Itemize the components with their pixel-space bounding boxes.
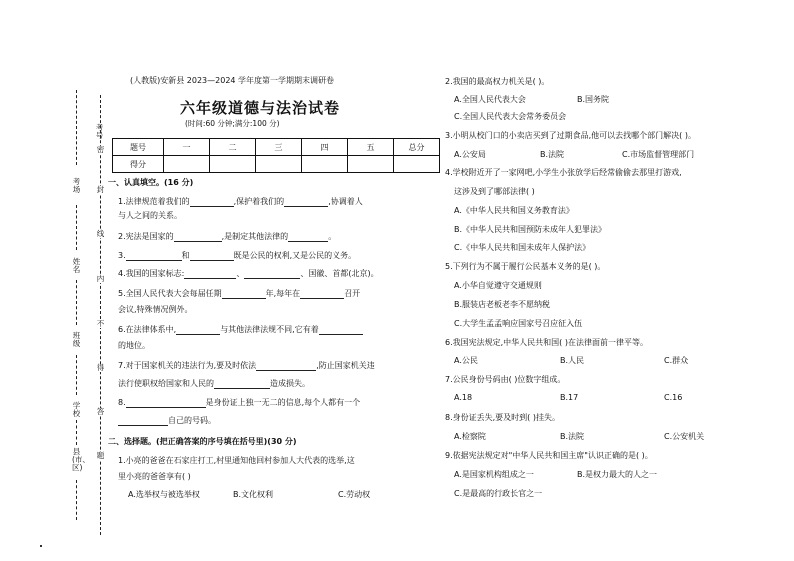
answer-blank[interactable]	[184, 278, 236, 279]
option-b[interactable]: B.人民	[560, 356, 585, 365]
score-cell: 总分	[394, 139, 440, 156]
option-c[interactable]: C.16	[664, 393, 683, 402]
seal-char: 封	[96, 185, 105, 194]
score-cell: 得分	[113, 156, 164, 173]
option-c[interactable]: C.《中华人民共和国未成年人保护法》	[454, 243, 591, 252]
option-b[interactable]: B.法院	[540, 150, 565, 159]
s1-q8-line2: 自己的号码。	[118, 416, 216, 426]
q4-stem-line2: 这涉及到了哪部法律( )	[454, 187, 535, 196]
q2-stem: 2.我国的最高权力机关是( )。	[445, 77, 550, 86]
option-b[interactable]: B.《中华人民共和国预防未成年人犯罪法》	[454, 225, 607, 234]
score-cell: 题号	[113, 139, 164, 156]
option-c[interactable]: C.群众	[664, 356, 689, 365]
fill-line-county	[76, 480, 77, 520]
option-a[interactable]: A.检察院	[454, 432, 486, 441]
q6-stem: 6.我国宪法规定,中华人民共和国( )在法律面前一律平等。	[445, 338, 648, 347]
seal-char: 不	[96, 319, 105, 328]
s1-q7-line2: 法行使职权给国家和人民的 造成损失。	[118, 379, 310, 388]
answer-blank[interactable]	[256, 370, 316, 371]
seal-char: 密	[96, 145, 105, 154]
seal-char: 答	[96, 407, 105, 416]
seal-char: 得	[96, 363, 105, 372]
s1-q4: 4.我国的国家标志: 、 、国徽、首都(北京)。	[118, 269, 379, 278]
label-school: 学校	[72, 401, 81, 418]
q7-stem: 7.公民身份号码由( )位数字组成。	[445, 375, 566, 384]
score-cell: 一	[164, 139, 210, 156]
score-cell: 五	[348, 139, 394, 156]
answer-blank[interactable]	[190, 260, 234, 261]
answer-blank[interactable]	[174, 241, 222, 242]
option-c[interactable]: C.市场监督管理部门	[622, 150, 695, 159]
score-input-cell[interactable]	[302, 156, 348, 173]
score-table	[112, 138, 440, 173]
option-b[interactable]: B.是权力最大的人之一	[577, 470, 658, 479]
label-exam-room: 考场	[72, 177, 81, 194]
answer-blank[interactable]	[300, 298, 344, 299]
label-name: 姓名	[72, 257, 81, 274]
score-table-score-row	[113, 156, 440, 173]
s1-q6-line1: 6.在法律体系中, 与其他法律法规不同,它有着	[118, 325, 363, 335]
option-b[interactable]: B.法院	[560, 432, 585, 441]
section2-heading: 二、选择题。(把正确答案的序号填在括号里)(30 分)	[108, 437, 297, 446]
score-cell: 三	[256, 139, 302, 156]
answer-blank[interactable]	[190, 206, 234, 207]
s1-q7-line1: 7.对于国家机关的违法行为,要及时依法 ,防止国家机关违	[118, 361, 375, 370]
fill-line-exam-room	[76, 205, 77, 250]
s1-q3: 3. 和 既是公民的权利,又是公民的义务。	[118, 251, 357, 260]
option-c[interactable]: C.全国人民代表大会常务委员会	[454, 112, 567, 121]
seal-line	[100, 95, 101, 535]
option-a[interactable]: A.选举权与被选举权	[128, 490, 200, 499]
option-a[interactable]: A.公安局	[454, 150, 486, 159]
s1-q1-line1: 1.法律规范着我们的 ,保护着我们的 ,协调着人	[118, 197, 363, 206]
answer-blank[interactable]	[126, 260, 182, 261]
answer-blank[interactable]	[222, 298, 266, 299]
answer-blank[interactable]	[244, 278, 300, 279]
score-input-cell[interactable]	[394, 156, 440, 173]
answer-blank[interactable]	[284, 206, 328, 207]
q8-stem: 8.身份证丢失,要及时到( )挂失。	[445, 413, 560, 422]
seal-char: 线	[96, 229, 105, 238]
option-a[interactable]: A.《中华人民共和国义务教育法》	[454, 206, 574, 215]
label-exam-number: 考号	[95, 123, 104, 140]
q3-stem: 3.小明从校门口的小卖店买到了过期食品,他可以去找哪个部门解决( )。	[445, 131, 696, 140]
option-c[interactable]: C.劳动权	[338, 490, 371, 499]
option-a[interactable]: A.小华自觉遵守交通规则	[454, 281, 542, 290]
q5-stem: 5.下列行为不属于履行公民基本义务的是( )。	[445, 262, 606, 271]
score-input-cell[interactable]	[256, 156, 302, 173]
s1-q1-line2: 与人之间的关系。	[118, 211, 182, 220]
label-county: 县(市、区)	[72, 447, 90, 472]
option-b[interactable]: B.17	[560, 393, 579, 402]
label-class: 班级	[72, 331, 81, 348]
option-b[interactable]: B.国务院	[577, 95, 610, 104]
answer-blank[interactable]	[176, 334, 220, 335]
option-c[interactable]: C.是最高的行政长官之一	[454, 489, 543, 498]
scan-speck	[40, 545, 42, 547]
seal-char: 题	[96, 451, 105, 460]
answer-blank[interactable]	[214, 388, 270, 389]
option-a[interactable]: A.公民	[454, 356, 478, 365]
score-cell: 二	[210, 139, 256, 156]
s2-q1-stem-line1: 1.小亮的爸爸在石家庄打工,村里通知他回村参加人大代表的选举,这	[118, 456, 355, 465]
s1-q6-line2: 的地位。	[118, 341, 150, 350]
score-input-cell[interactable]	[164, 156, 210, 173]
answer-blank[interactable]	[319, 334, 363, 335]
answer-blank[interactable]	[288, 241, 328, 242]
fill-line-class	[76, 355, 77, 395]
score-cell: 四	[302, 139, 348, 156]
section1-heading: 一、认真填空。(16 分)	[108, 178, 194, 187]
option-c[interactable]: C.公安机关	[664, 432, 705, 441]
option-a[interactable]: A.18	[454, 393, 473, 402]
option-a[interactable]: A.全国人民代表大会	[454, 95, 526, 104]
option-b[interactable]: B.文化权利	[233, 490, 274, 499]
score-input-cell[interactable]	[348, 156, 394, 173]
exam-time-score: (时间:60 分钟;满分:100 分)	[185, 119, 280, 128]
q4-stem-line1: 4.学校附近开了一家网吧,小学生小张放学后经常偷偷去那里打游戏,	[445, 168, 682, 177]
seal-char: 内	[96, 274, 105, 283]
answer-blank[interactable]	[118, 425, 168, 426]
answer-blank[interactable]	[126, 407, 206, 408]
s1-q8-line1: 8. 是身份证上独一无二的信息,每个人都有一个	[118, 398, 361, 407]
option-c[interactable]: C.大学生孟孟响应国家号召应征入伍	[454, 319, 583, 328]
option-b[interactable]: B.服装店老板老李不愿纳税	[454, 300, 551, 309]
s2-q1-stem-line2: 里小亮的爸爸享有( )	[118, 472, 191, 481]
score-input-cell[interactable]	[210, 156, 256, 173]
s1-q5-line1: 5.全国人民代表大会每届任期 年,每年在 召开	[118, 289, 361, 298]
fill-line-name	[76, 280, 77, 325]
s1-q2: 2.宪法是国家的 ,是制定其他法律的 。	[118, 232, 337, 241]
exam-title: 六年级道德与法治试卷	[180, 99, 341, 117]
fill-line-exam-number	[76, 90, 77, 165]
exam-subtitle: (人教版)安新县 2023—2024 学年度第一学期期末调研卷	[130, 76, 335, 85]
q9-stem: 9.依据宪法规定对"中华人民共和国主席"认识正确的是( )。	[445, 451, 653, 460]
fill-line-school	[76, 420, 77, 445]
s1-q5-line2: 会议,特殊情况例外。	[118, 305, 193, 314]
score-table-header-row	[113, 139, 440, 156]
option-a[interactable]: A.是国家机构组成之一	[454, 470, 534, 479]
